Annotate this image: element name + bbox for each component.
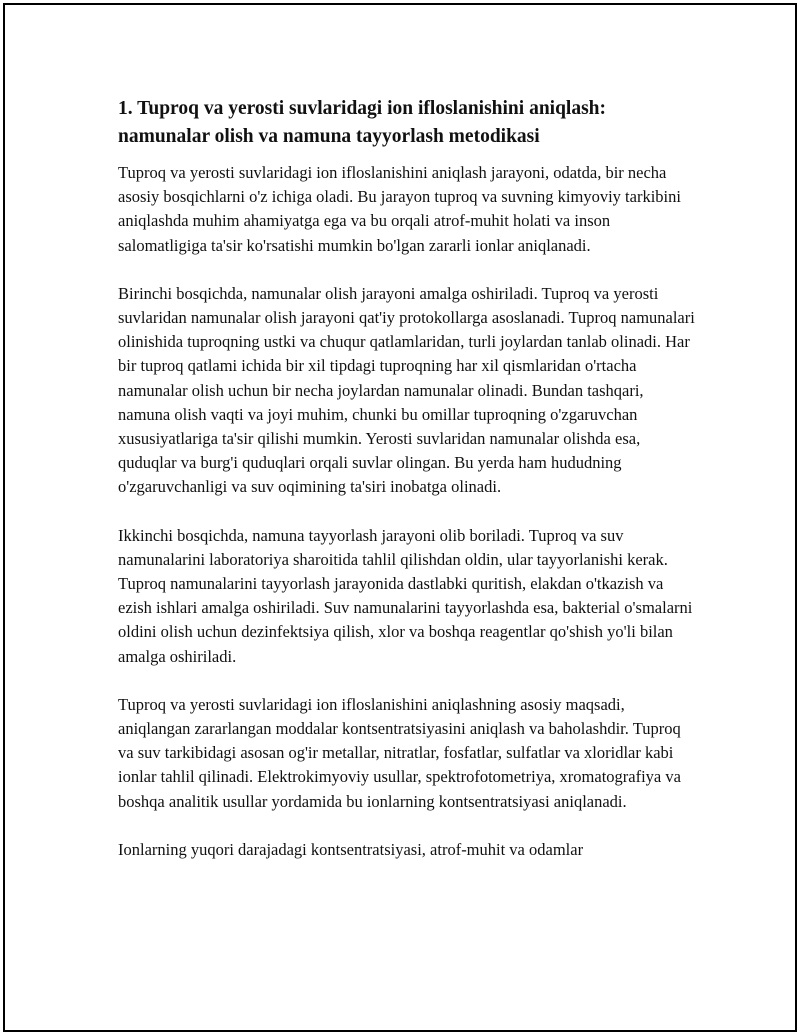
- paragraph-intro: Tuproq va yerosti suvlaridagi ion ifloslanishini aniqlash jarayoni, odatda, bir necha asosiy bosqichlarni o'z ichiga oladi. Bu jarayon tuproq va suvning kimyoviy tarkibini aniqlashda muhim ahamiyatga ega va bu orqali atrof-muhit holati va inson salomatligiga ta'sir ko'rsatishi mumkin bo'lgan zararli ionlar aniqlanadi.: [118, 163, 681, 255]
- document-body: [118, 95, 698, 886]
- paragraph-sampling: Birinchi bosqichda, namunalar olish jarayoni amalga oshiriladi. Tuproq va yerosti suvlaridan namunalar olish jarayoni qat'iy protokollarga asoslanadi. Tuproq namunalari olinishida tuproqning ustki va chuqur qatlamlaridan, turli joylardan tanlab olinadi. Har bir tuproq qatlami ichida bir xil tipdagi tuproqning har xil qismlaridan o'rtacha namunalar olish uchun bir necha joylardan namunalar olinadi. Bundan tashqari, namuna olish vaqti va joyi muhim, chunki bu omillar tuproqning o'zgaruvchan xususiyatlariga ta'sir qilishi mumkin. Yerosti suvlaridan namunalar olishda esa, quduqlar va burg'i quduqlari orqali suvlar olingan. Bu yerda ham hududning o'zgaruvchanligi va suv oqimining ta'siri inobatga olinadi.: [118, 283, 695, 497]
- paragraph-purpose: Tuproq va yerosti suvlaridagi ion ifloslanishini aniqlashning asosiy maqsadi, aniqlangan zararlangan moddalar kontsentratsiyasini aniqlash va baholashdir. Tuproq va suv tarkibidagi asosan og'ir metallar, nitratlar, fosfatlar, sulfatlar va xloridlar kabi ionlar tahlil qilinadi. Elektrokimyoviy usullar, spektrofotometriya, xromatografiya va boshqa analitik usullar yordamida bu ionlarning kontsentratsiyasi aniqlanadi.: [118, 694, 681, 811]
- paragraph-preparation: Ikkinchi bosqichda, namuna tayyorlash jarayoni olib boriladi. Tuproq va suv namunalarini laboratoriya sharoitida tahlil qilishdan oldin, ular tayyorlanishi kerak. Tuproq namunalarini tayyorlash jarayonida dastlabki quritish, elakdan o'tkazish va ezish ishlari amalga oshiriladi. Suv namunalarini tayyorlashda esa, bakterial o'smalarni oldini olish uchun dezinfektsiya qilish, xlor va boshqa reagentlar qo'shish yo'li bilan amalga oshiriladi.: [118, 525, 693, 666]
- section-heading: 1. Tuproq va yerosti suvlaridagi ion ifloslanishini aniqlash: namunalar olish va namuna tayyorlash metodikasi: [118, 98, 607, 147]
- paragraph-concentration: Ionlarning yuqori darajadagi kontsentratsiyasi, atrof-muhit va odamlar: [118, 839, 584, 859]
